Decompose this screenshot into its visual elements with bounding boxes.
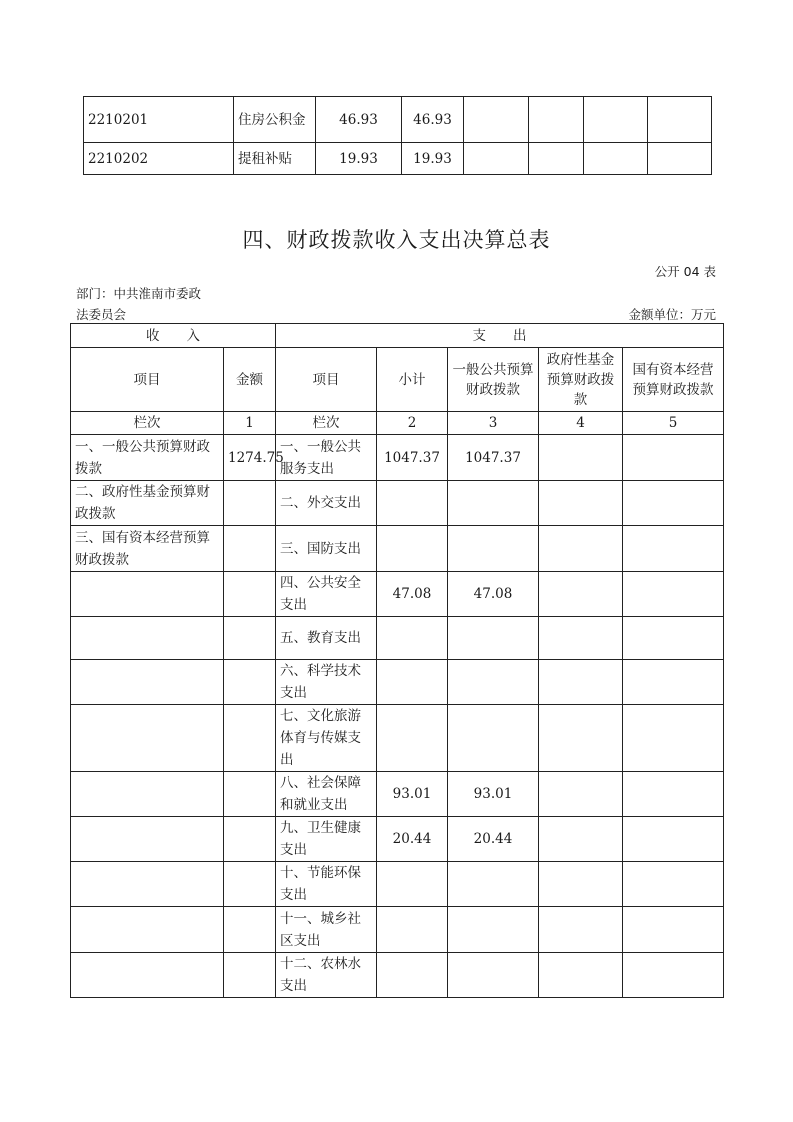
income-amount-cell bbox=[224, 617, 276, 660]
income-item-cell bbox=[71, 907, 224, 953]
section-header-row bbox=[71, 324, 724, 348]
expense-item-cell: 四、公共安全支出 bbox=[276, 572, 377, 617]
appropriation-summary-table bbox=[70, 323, 724, 998]
subtotal-cell bbox=[377, 481, 448, 526]
state-capital-cell bbox=[623, 817, 724, 862]
state-capital-cell bbox=[623, 617, 724, 660]
general-budget-cell bbox=[448, 705, 539, 772]
amount-unit: 金额单位：万元 bbox=[628, 307, 716, 322]
fund-budget-cell bbox=[539, 907, 623, 953]
fund-budget-cell bbox=[539, 862, 623, 907]
general-budget-cell bbox=[448, 953, 539, 998]
subtotal-cell: 20.44 bbox=[377, 817, 448, 862]
state-capital-cell bbox=[623, 907, 724, 953]
continued-detail-table bbox=[83, 96, 712, 175]
expense-item-cell: 九、卫生健康支出 bbox=[276, 817, 377, 862]
income-amount-cell bbox=[224, 481, 276, 526]
subtotal-cell bbox=[377, 617, 448, 660]
income-item-cell bbox=[71, 660, 224, 705]
amount-cell: 19.93 bbox=[402, 143, 464, 175]
income-amount-cell bbox=[224, 660, 276, 705]
income-amount-cell bbox=[224, 953, 276, 998]
general-budget-cell: 1047.37 bbox=[448, 435, 539, 481]
fund-budget-header: 政府性基金预算财政拨款 bbox=[539, 348, 623, 412]
table-row bbox=[71, 617, 724, 660]
income-item-cell bbox=[71, 953, 224, 998]
column-header-row bbox=[71, 348, 724, 412]
table-row bbox=[71, 481, 724, 526]
general-budget-cell bbox=[448, 617, 539, 660]
expense-item-cell: 五、教育支出 bbox=[276, 617, 377, 660]
state-capital-cell bbox=[623, 526, 724, 572]
state-capital-cell bbox=[623, 481, 724, 526]
table-row bbox=[71, 526, 724, 572]
fund-budget-cell bbox=[539, 705, 623, 772]
state-capital-cell bbox=[623, 435, 724, 481]
fund-budget-cell bbox=[539, 953, 623, 998]
subtotal-cell: 93.01 bbox=[377, 772, 448, 817]
income-section-header: 收 入 bbox=[71, 324, 276, 348]
income-amount-cell bbox=[224, 526, 276, 572]
subtotal-cell bbox=[377, 953, 448, 998]
general-budget-cell bbox=[448, 481, 539, 526]
general-budget-cell bbox=[448, 907, 539, 953]
fund-budget-cell bbox=[539, 660, 623, 705]
income-item-cell bbox=[71, 772, 224, 817]
subtotal-header: 小计 bbox=[377, 348, 448, 412]
table-row bbox=[71, 572, 724, 617]
general-budget-cell: 47.08 bbox=[448, 572, 539, 617]
column-index: 4 bbox=[539, 412, 623, 435]
column-index-label: 栏次 bbox=[276, 412, 377, 435]
form-number: 公开 04 表 bbox=[654, 264, 716, 279]
expense-item-cell: 一、一般公共服务支出 bbox=[276, 435, 377, 481]
fund-budget-cell bbox=[539, 572, 623, 617]
state-capital-cell bbox=[623, 772, 724, 817]
expense-item-header: 项目 bbox=[276, 348, 377, 412]
function-name-cell: 提租补贴 bbox=[234, 143, 316, 175]
empty-cell bbox=[584, 97, 648, 143]
empty-cell bbox=[529, 97, 584, 143]
column-index: 1 bbox=[224, 412, 276, 435]
amount-header: 金额 bbox=[224, 348, 276, 412]
department-label-continued: 法委员会 bbox=[76, 307, 127, 322]
general-budget-cell: 20.44 bbox=[448, 817, 539, 862]
empty-cell bbox=[648, 143, 712, 175]
income-amount-cell bbox=[224, 572, 276, 617]
table-row bbox=[71, 660, 724, 705]
income-item-cell bbox=[71, 862, 224, 907]
table-row bbox=[71, 817, 724, 862]
income-item-cell bbox=[71, 705, 224, 772]
fund-budget-cell bbox=[539, 817, 623, 862]
expense-item-cell: 六、科学技术支出 bbox=[276, 660, 377, 705]
table-row bbox=[71, 705, 724, 772]
fund-budget-cell bbox=[539, 617, 623, 660]
empty-cell bbox=[464, 97, 529, 143]
state-capital-cell bbox=[623, 862, 724, 907]
income-amount-cell bbox=[224, 907, 276, 953]
income-amount-cell bbox=[224, 862, 276, 907]
general-budget-header: 一般公共预算财政拨款 bbox=[448, 348, 539, 412]
empty-cell bbox=[584, 143, 648, 175]
income-item-cell bbox=[71, 572, 224, 617]
expense-item-cell: 七、文化旅游体育与传媒支出 bbox=[276, 705, 377, 772]
table-row bbox=[71, 435, 724, 481]
fund-budget-cell bbox=[539, 481, 623, 526]
subtotal-cell bbox=[377, 705, 448, 772]
expense-item-cell: 八、社会保障和就业支出 bbox=[276, 772, 377, 817]
income-amount-cell bbox=[224, 817, 276, 862]
function-code-cell: 2210201 bbox=[84, 97, 234, 143]
income-item-cell bbox=[71, 617, 224, 660]
subtotal-cell bbox=[377, 907, 448, 953]
income-item-cell: 三、国有资本经营预算财政拨款 bbox=[71, 526, 224, 572]
fund-budget-cell bbox=[539, 526, 623, 572]
income-item-header: 项目 bbox=[71, 348, 224, 412]
empty-cell bbox=[529, 143, 584, 175]
subtotal-cell: 47.08 bbox=[377, 572, 448, 617]
income-item-cell: 二、政府性基金预算财政拨款 bbox=[71, 481, 224, 526]
table-row bbox=[84, 143, 712, 175]
table-row bbox=[84, 97, 712, 143]
state-capital-cell bbox=[623, 660, 724, 705]
income-item-cell bbox=[71, 817, 224, 862]
amount-cell: 19.93 bbox=[316, 143, 402, 175]
state-capital-cell bbox=[623, 953, 724, 998]
subtotal-cell bbox=[377, 526, 448, 572]
expense-item-cell: 十二、农林水支出 bbox=[276, 953, 377, 998]
expense-item-cell: 三、国防支出 bbox=[276, 526, 377, 572]
subtotal-cell bbox=[377, 862, 448, 907]
general-budget-cell bbox=[448, 862, 539, 907]
income-amount-cell bbox=[224, 772, 276, 817]
table-row bbox=[71, 862, 724, 907]
column-index: 3 bbox=[448, 412, 539, 435]
function-code-cell: 2210202 bbox=[84, 143, 234, 175]
column-index-row bbox=[71, 412, 724, 435]
income-amount-cell bbox=[224, 705, 276, 772]
expense-section-header: 支 出 bbox=[276, 324, 724, 348]
fund-budget-cell bbox=[539, 772, 623, 817]
table-row bbox=[71, 953, 724, 998]
general-budget-cell bbox=[448, 660, 539, 705]
expense-item-cell: 十一、城乡社区支出 bbox=[276, 907, 377, 953]
expense-item-cell: 二、外交支出 bbox=[276, 481, 377, 526]
expense-item-cell: 十、节能环保支出 bbox=[276, 862, 377, 907]
column-index: 5 bbox=[623, 412, 724, 435]
state-capital-cell bbox=[623, 572, 724, 617]
empty-cell bbox=[464, 143, 529, 175]
amount-cell: 46.93 bbox=[316, 97, 402, 143]
subtotal-cell: 1047.37 bbox=[377, 435, 448, 481]
state-capital-header: 国有资本经营预算财政拨款 bbox=[623, 348, 724, 412]
amount-cell: 46.93 bbox=[402, 97, 464, 143]
general-budget-cell: 93.01 bbox=[448, 772, 539, 817]
column-index: 2 bbox=[377, 412, 448, 435]
department-label: 部门：中共淮南市委政 bbox=[76, 286, 202, 301]
column-index-label: 栏次 bbox=[71, 412, 224, 435]
page-title: 四、财政拨款收入支出决算总表 bbox=[242, 228, 551, 252]
income-amount-cell: 1274.75 bbox=[224, 435, 276, 481]
income-item-cell: 一、一般公共预算财政拨款 bbox=[71, 435, 224, 481]
subtotal-cell bbox=[377, 660, 448, 705]
general-budget-cell bbox=[448, 526, 539, 572]
table-row bbox=[71, 907, 724, 953]
state-capital-cell bbox=[623, 705, 724, 772]
fund-budget-cell bbox=[539, 435, 623, 481]
function-name-cell: 住房公积金 bbox=[234, 97, 316, 143]
empty-cell bbox=[648, 97, 712, 143]
table-row bbox=[71, 772, 724, 817]
